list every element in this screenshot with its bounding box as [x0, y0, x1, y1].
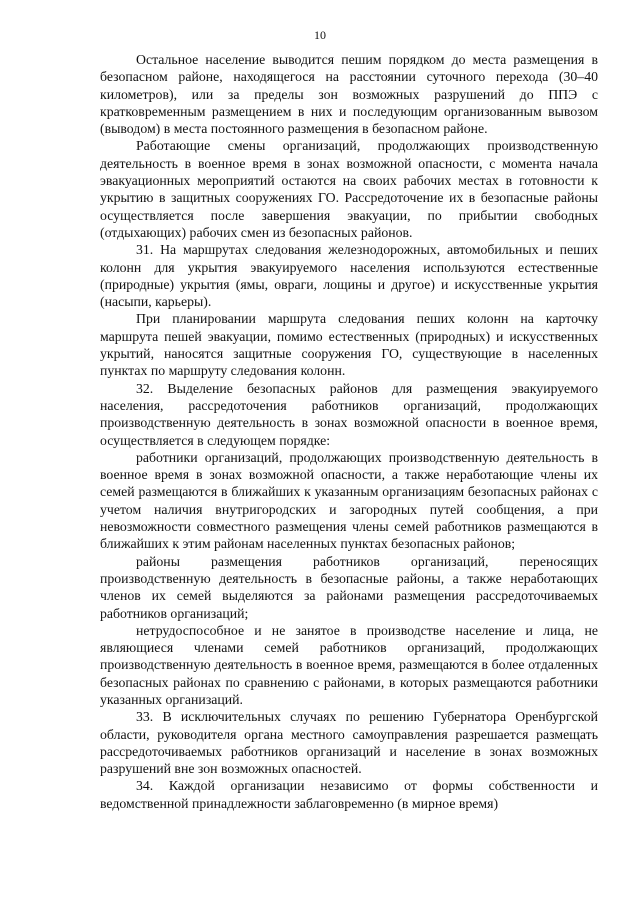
paragraph-item-33: 33. В исключительных случаях по решению Губернатора Оренбургской области, руководителя органа местного самоуправления разрешается размещать рассредоточиваемых работников организаций и население в зонах возможных разрушений вне зон возможных опасностей.: [100, 709, 598, 777]
paragraph-working-shifts: Работающие смены организаций, продолжающих производственную деятельность в военное время в зонах возможной опасности, с момента начала эвакуационных мероприятий остаются на своих рабочих местах в готовности к укрытию в защитных сооружениях ГО. Рассредоточение их в безопасные районы осуществляется после завершения эвакуации, по прибытии свободных (отдыхающих) рабочих смен из безопасных районов.: [100, 138, 598, 240]
paragraph-relocated-districts: районы размещения работников организаций, переносящих производственную деятельность в безопасные районы, а также неработающих членов их семей выделяются за районами размещения рассредоточиваемых работников организаций;: [100, 553, 598, 621]
paragraph-route-planning: При планировании маршрута следования пеших колонн на карточку маршрута пешей эвакуации, помимо естественных (природных) и искусственных укрытий, наносятся защитные сооружения ГО, существующие в населенных пунктах по маршруту следования колонн.: [100, 311, 598, 379]
paragraph-workers-placement: работники организаций, продолжающих производственную деятельность в военное время в зонах возможной опасности, а также неработающие члены их семей размещаются в ближайших к указанным организациям безопасных районах с учетом наличия внутригородских и загородных путей сообщения, а при невозможности совместного размещения члены семей работников размещаются в ближайших к этим районам населенных пунктах безопасных районов;: [100, 449, 598, 552]
document-body: [100, 51, 598, 812]
paragraph-unemployed-population: нетрудоспособное и не занятое в производстве население и лица, не являющиеся членами семей работников организаций, продолжающих производственную деятельность в военное время, размещаются в более отдаленных безопасных районах по сравнению с районами, в которых размещаются работники указанных организаций.: [100, 622, 598, 707]
paragraph-item-31: 31. На маршрутах следования железнодорожных, автомобильных и пеших колонн для укрытия эвакуируемого населения используются естественные (природные) укрытия (ямы, овраги, лощины и другое) и искусственные укрытия (насыпи, карьеры).: [100, 242, 598, 310]
paragraph-item-32: 32. Выделение безопасных районов для размещения эвакуируемого населения, рассредоточения работников организаций, продолжающих производственную деятельность в зонах возможной опасности в военное время, осуществляется в следующем порядке:: [100, 380, 598, 448]
paragraph-evacuation-on-foot: Остальное население выводится пешим порядком до места размещения в безопасном районе, находящегося на расстоянии суточного перехода (30–40 километров), или за пределы зон возможных разрушений до ППЭ с кратковременным размещением в них и последующим организованным вывозом (выводом) в места постоянного размещения в безопасном районе.: [100, 52, 598, 137]
paragraph-item-34: 34. Каждой организации независимо от формы собственности и ведомственной принадлежности заблаговременно (в мирное время): [100, 778, 598, 811]
page-number: 10: [314, 28, 326, 42]
